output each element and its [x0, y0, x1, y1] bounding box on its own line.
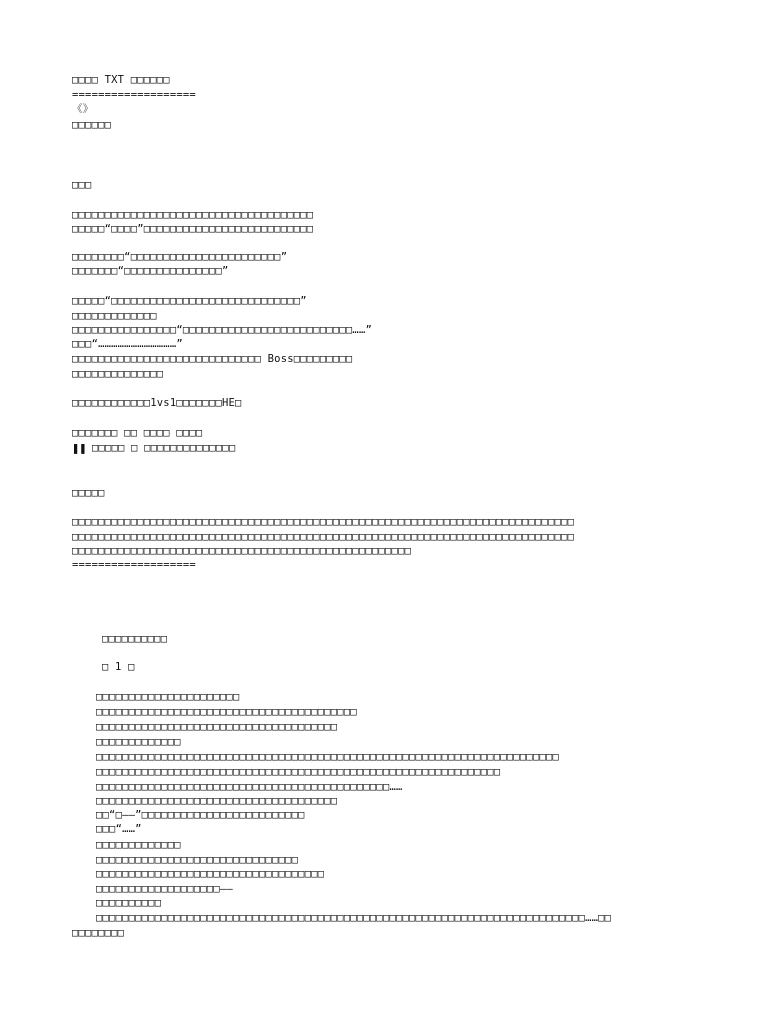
chapter-line: □□□□□□□□□□□□□ [96, 839, 181, 851]
chapter-line: □□□□□□□□□□□□□□□□□□□□□□□□□□□□□□□□□□□□□ [96, 795, 338, 807]
chapter-line: □□□□□□□□□□□□□□□□□□□□□□□□□□□□□□□□□□□□□□□□□□□□□□□□□□□□□□□□□□□□□□ [96, 766, 501, 778]
intro-line: □□□□□□□□□□□□□□□□“□□□□□□□□□□□□□□□□□□□□□□□□□□……” [72, 324, 372, 336]
chapter-line: □□□□□□□□□□□□□□□□□□□□□□□□□□□□□□□□□□□□□□□□□□□□□…… [96, 781, 403, 793]
chapter-line: □□□□□□□□□□□□□□□□□□□□□□□□□□□□□□□□□□□□□□□□□□□□□□□□□□□□□□□□□□□□□□□□□□□□□□□ [96, 751, 560, 763]
intro-line: □□□“………………………………” [72, 338, 183, 350]
intro-line: □□□□□□□ □□ □□□□ □□□□ [72, 427, 203, 439]
chapter-line: □□□□□□□□□□□□□□□□□□□□□□□□□□□□□□□□□□□□□□□□□□□□□□□□□□□□□□□□□□□□□□□□□□□□□□□□□□□……□□ [96, 912, 612, 924]
intro-heading: □□□ [72, 179, 92, 191]
chapter-line: □□□□□□□□□□□□□□□□□□□□□□□□□□□□□□□□□□□□□ [96, 721, 338, 733]
chapter-line: □□□“……” [96, 823, 142, 835]
chapter-line: □□□□□□□□ [72, 927, 125, 939]
pause-icon: ❚❚ [72, 441, 87, 455]
book-title-marks: 《》 [72, 103, 94, 115]
intro-line: □□□□□ □ □□□□□□□□□□□□□□ [92, 442, 236, 454]
intro-line: □□□□□□□□□□□□□□ [72, 368, 164, 380]
synopsis-line: □□□□□□□□□□□□□□□□□□□□□□□□□□□□□□□□□□□□□□□□□□□□□□□□□□□□□□□□□□□□□□□□□□□□□□□□□□□□□ [72, 531, 575, 543]
chapter-line: □□□□□□□□□□□□□□□□□□□□□□□□□□□□□□□ [96, 854, 299, 866]
chapter-line: □□□□□□□□□□□□□□□□□□□—— [96, 883, 233, 895]
intro-line: □□□□□□□□□□□□□ [72, 310, 157, 322]
synopsis-heading: □□□□□ [72, 487, 105, 499]
chapter-line: □□□□□□□□□□□□□□□□□□□□□□□□□□□□□□□□□□□□□□□□ [96, 706, 357, 718]
intro-line: □□□□□□□□□□□□□□□□□□□□□□□□□□□□□ Boss□□□□□□□□□ [72, 353, 353, 365]
intro-line: □□□□□“□□□□□□□□□□□□□□□□□□□□□□□□□□□□□” [72, 295, 307, 307]
chapter-book-title: □□□□□□□□□□ [102, 633, 168, 645]
intro-line: □□□□□□□□“□□□□□□□□□□□□□□□□□□□□□□□” [72, 251, 288, 263]
top-divider: =================== [72, 89, 196, 101]
chapter-number: □ 1 □ [102, 661, 135, 673]
chapter-line: □□□□□□□□□□□□□ [96, 736, 181, 748]
chapter-line: □□□□□□□□□□□□□□□□□□□□□□□□□□□□□□□□□□□ [96, 868, 325, 880]
intro-line: □□□□□“□□□□”□□□□□□□□□□□□□□□□□□□□□□□□□□ [72, 223, 314, 235]
intro-line: □□□□□□□□□□□□1vs1□□□□□□□HE□ [72, 397, 242, 409]
chapter-line: □□□□□□□□□□□□□□□□□□□□□□ [96, 691, 240, 703]
chapter-line: □□□□□□□□□□ [96, 897, 162, 909]
synopsis-line: □□□□□□□□□□□□□□□□□□□□□□□□□□□□□□□□□□□□□□□□□□□□□□□□□□□□ [72, 545, 412, 557]
document-title: □□□□ TXT □□□□□□ [72, 74, 170, 86]
intro-line: □□□□□□□“□□□□□□□□□□□□□□□” [72, 265, 229, 277]
chapter-line: □□“□——”□□□□□□□□□□□□□□□□□□□□□□□□□ [96, 809, 305, 821]
author-line: □□□□□□ [72, 119, 112, 131]
intro-line: □□□□□□□□□□□□□□□□□□□□□□□□□□□□□□□□□□□□□ [72, 209, 314, 221]
bottom-divider: =================== [72, 559, 196, 571]
synopsis-line: □□□□□□□□□□□□□□□□□□□□□□□□□□□□□□□□□□□□□□□□□□□□□□□□□□□□□□□□□□□□□□□□□□□□□□□□□□□□□ [72, 516, 575, 528]
